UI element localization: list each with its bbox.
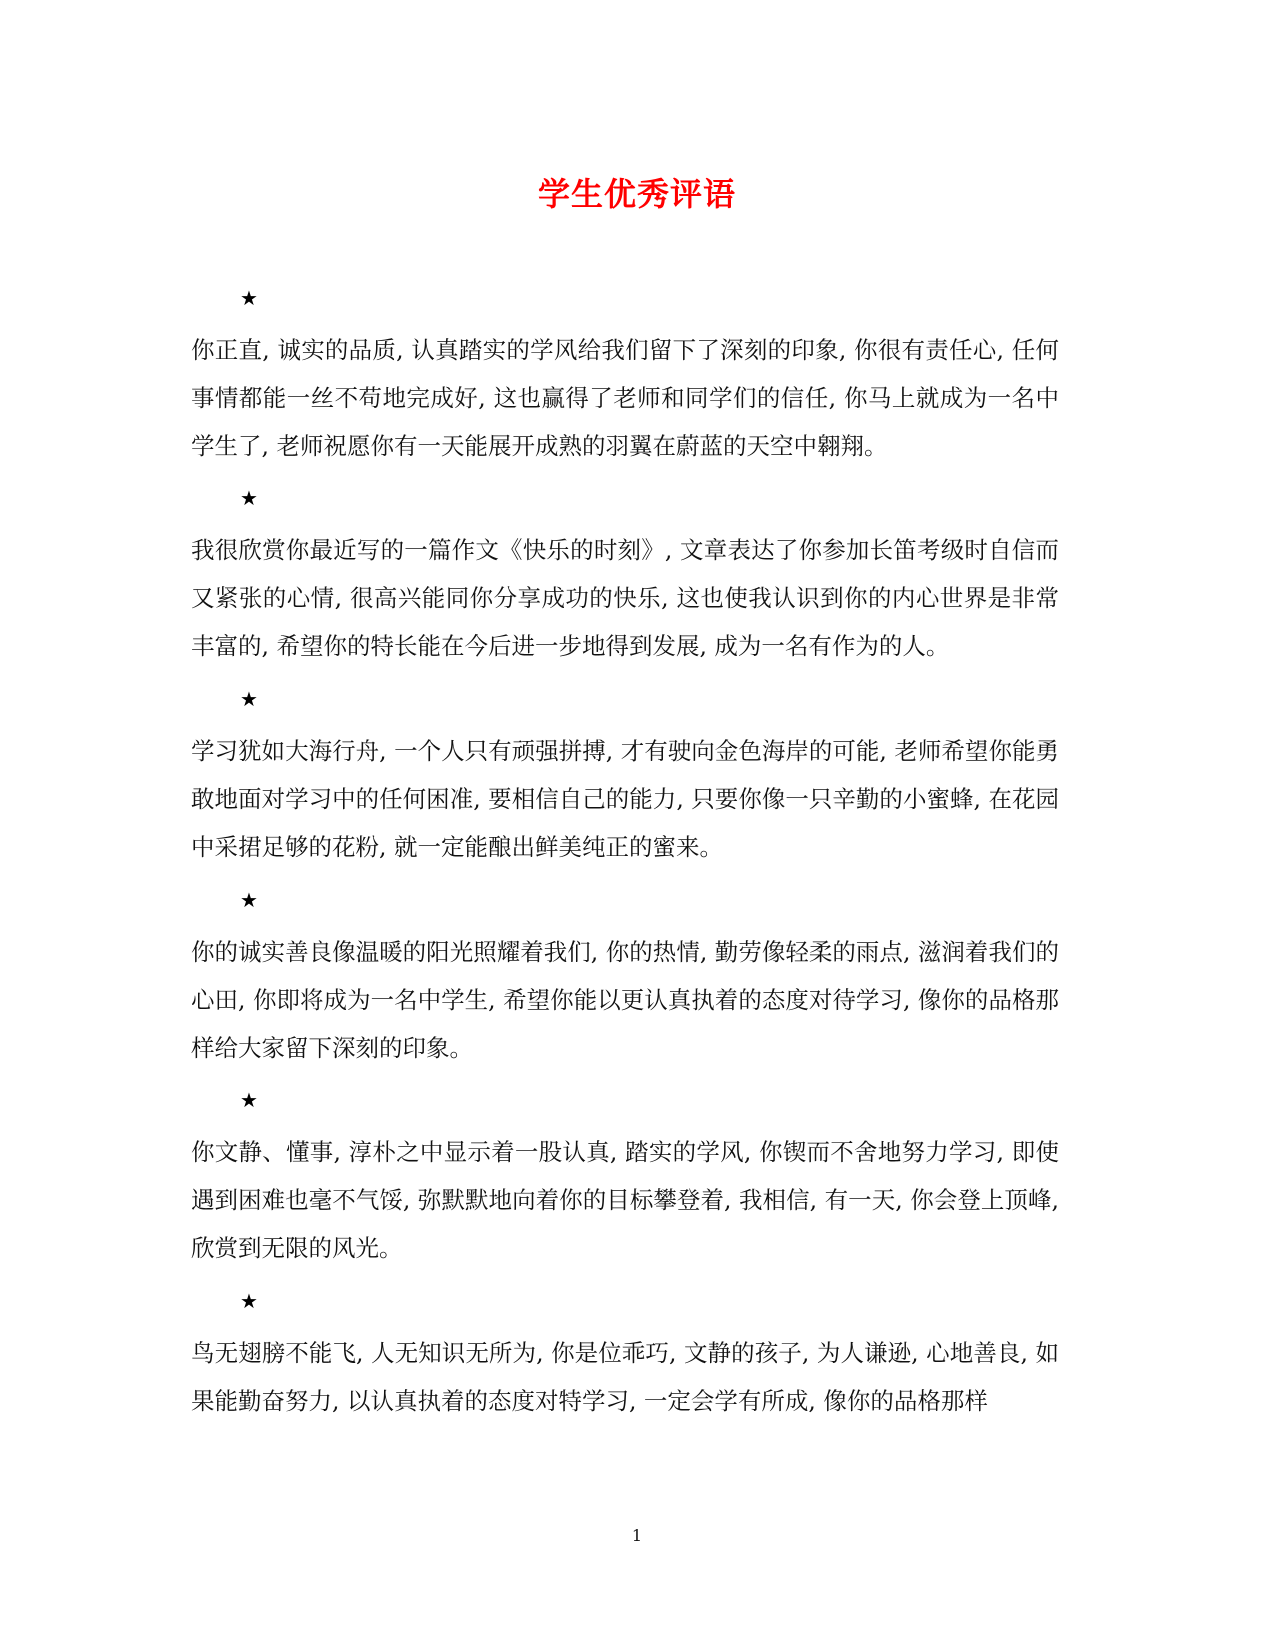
comment-paragraph: 你的诚实善良像温暖的阳光照耀着我们, 你的热情, 勤劳像轻柔的雨点, 滋润着我们的心田, 你即将成为一名中学生, 希望你能以更认真执着的态度对待学习, 像你的品格那样给大家留下深刻的印象。 [191,938,1059,1062]
comment-paragraph: 鸟无翅膀不能飞, 人无知识无所为, 你是位乖巧, 文静的孩子, 为人谦逊, 心地善良, 如果能勤奋努力, 以认真执着的态度对特学习, 一定会学有所成, 像你的品格那样 [191,1339,1059,1415]
comment-paragraph: 你正直, 诚实的品质, 认真踏实的学风给我们留下了深刻的印象, 你很有责任心, 任何事情都能一丝不苟地完成好, 这也赢得了老师和同学们的信任, 你马上就成为一名中学生了, 老师祝愿你有一天能展开成熟的羽翼在蔚蓝的天空中翱翔。 [191,336,1059,460]
page-title: 学生优秀评语 [537,175,736,213]
comment-paragraph: 你文静、懂事, 淳朴之中显示着一股认真, 踏实的学风, 你锲而不舍地努力学习, 即使遇到困难也毫不气馁, 弥默默地向着你的目标攀登着, 我相信, 有一天, 你会登上顶峰, 欣赏到无限的风光。 [191,1138,1059,1262]
star-bullet: ★ [240,486,258,510]
star-bullet: ★ [240,286,258,310]
page-number: 1 [631,1526,643,1545]
star-bullet: ★ [240,1088,258,1112]
star-bullet: ★ [240,888,258,912]
comment-paragraph: 我很欣赏你最近写的一篇作文《快乐的时刻》, 文章表达了你参加长笛考级时自信而又紧张的心情, 很高兴能同你分享成功的快乐, 这也使我认识到你的内心世界是非常丰富的, 希望你的特长能在今后进一步地得到发展, 成为一名有作为的人。 [191,536,1059,660]
comment-paragraph: 学习犹如大海行舟, 一个人只有顽强拼搏, 才有驶向金色海岸的可能, 老师希望你能勇敢地面对学习中的任何困准, 要相信自己的能力, 只要你像一只辛勤的小蜜蜂, 在花园中采捃足够的花粉, 就一定能酿出鲜美纯正的蜜来。 [191,737,1059,861]
star-bullet: ★ [240,687,258,711]
star-bullet: ★ [240,1289,258,1313]
